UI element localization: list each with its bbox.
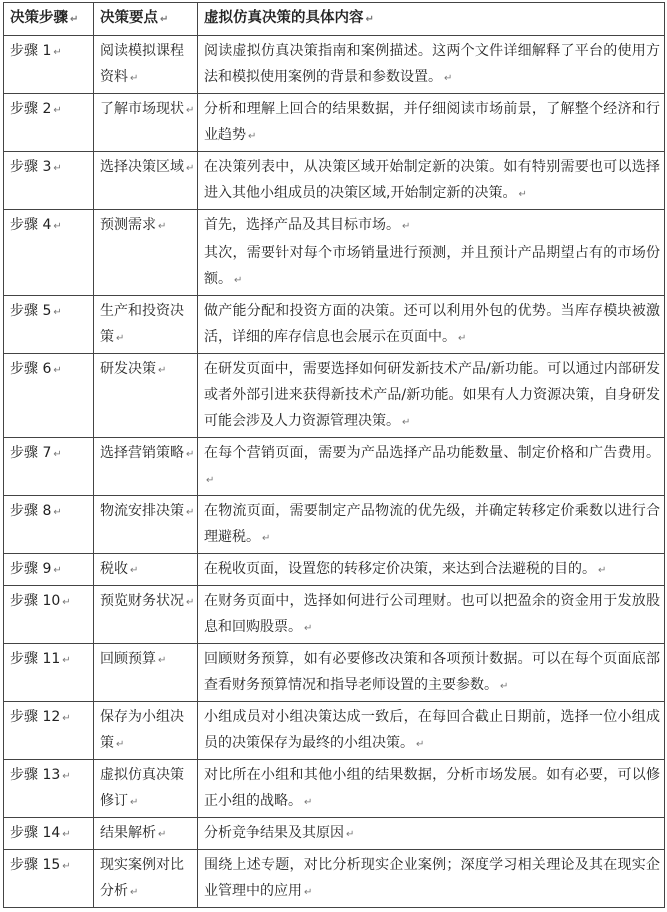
step-cell <box>4 354 94 438</box>
table-row <box>4 210 665 296</box>
point-label: 物流安排决策 <box>100 503 184 519</box>
point-label: 预测需求 <box>100 217 156 233</box>
point-label: 税收 <box>100 561 128 577</box>
paragraph-mark-icon: ↵ <box>158 655 167 666</box>
content-text: 围绕上述专题，对比分析现实企业案例；深度学习相关理论及其在现实企业管理中的应用 <box>204 857 660 899</box>
content-paragraph <box>204 762 660 816</box>
paragraph-mark-icon: ↵ <box>53 47 62 58</box>
table-row <box>4 702 665 760</box>
content-paragraph <box>204 154 660 208</box>
paragraph-mark-icon: ↵ <box>158 221 167 232</box>
point-label: 预览财务状况 <box>100 593 184 609</box>
step-label: 步骤 7 <box>10 445 52 461</box>
step-label: 步骤 9 <box>10 561 52 577</box>
point-label: 保存为小组决策 <box>100 709 184 751</box>
table-row <box>4 354 665 438</box>
point-cell <box>94 152 198 210</box>
content-cell <box>198 760 665 818</box>
step-label: 步骤 8 <box>10 503 52 519</box>
table-row <box>4 586 665 644</box>
decision-steps-table <box>3 2 665 908</box>
step-label: 步骤 3 <box>10 159 52 175</box>
step-cell <box>4 760 94 818</box>
paragraph-mark-icon: ↵ <box>53 565 62 576</box>
content-cell <box>198 296 665 354</box>
table-row <box>4 496 665 554</box>
point-label: 阅读模拟课程资料 <box>100 43 184 85</box>
step-label: 步骤 14 <box>10 825 61 841</box>
step-cell <box>4 554 94 586</box>
point-cell <box>94 554 198 586</box>
point-cell <box>94 496 198 554</box>
content-text: 小组成员对小组决策达成一致后，在每回合截止日期前，选择一位小组成员的决策保存为最终的小组决策。 <box>204 709 660 751</box>
paragraph-mark-icon: ↵ <box>304 887 313 898</box>
step-label: 步骤 5 <box>10 303 52 319</box>
content-text: 在研发页面中，需要选择如何研发新技术产品/新功能。可以通过内部研发或者外部引进来获得新技术产品/新功能。如果有人力资源决策，自身研发可能会涉及人力资源管理决策。 <box>204 361 660 429</box>
content-paragraph <box>204 212 660 240</box>
table-row <box>4 296 665 354</box>
paragraph-mark-icon: ↵ <box>234 275 243 286</box>
paragraph-mark-icon: ↵ <box>158 829 167 840</box>
content-cell <box>198 438 665 496</box>
step-label: 步骤 11 <box>10 651 61 667</box>
step-cell <box>4 644 94 702</box>
header-content: 虚拟仿真决策的具体内容 ↵ <box>198 3 665 36</box>
content-text: 对比所在小组和其他小组的结果数据，分析市场发展。如有必要，可以修正小组的战略。 <box>204 767 660 809</box>
paragraph-mark-icon: ↵ <box>458 333 467 344</box>
table-row <box>4 644 665 702</box>
content-paragraph <box>204 704 660 758</box>
paragraph-mark-icon: ↵ <box>206 475 215 486</box>
paragraph-mark-icon: ↵ <box>53 365 62 376</box>
content-text: 分析和理解上回合的结果数据，并仔细阅读市场前景，了解整个经济和行业趋势 <box>204 101 660 143</box>
paragraph-mark-icon: ↵ <box>186 105 195 116</box>
point-label: 虚拟仿真决策修订 <box>100 767 184 809</box>
content-paragraph <box>204 240 660 294</box>
paragraph-mark-icon: ↵ <box>62 861 71 872</box>
content-paragraph <box>204 852 660 906</box>
content-paragraph <box>204 356 660 436</box>
step-label: 步骤 10 <box>10 593 61 609</box>
step-cell <box>4 296 94 354</box>
paragraph-mark-icon: ↵ <box>116 739 125 750</box>
table-row <box>4 438 665 496</box>
content-cell <box>198 36 665 94</box>
point-cell <box>94 354 198 438</box>
paragraph-mark-icon: ↵ <box>116 333 125 344</box>
step-cell <box>4 818 94 850</box>
step-cell <box>4 850 94 908</box>
paragraph-mark-icon: ↵ <box>53 163 62 174</box>
content-text: 首先，选择产品及其目标市场。 <box>204 217 400 233</box>
content-cell <box>198 496 665 554</box>
step-label: 步骤 6 <box>10 361 52 377</box>
step-label: 步骤 1 <box>10 43 52 59</box>
content-cell <box>198 554 665 586</box>
content-paragraph <box>204 646 660 700</box>
point-cell <box>94 702 198 760</box>
content-text: 其次，需要针对每个市场销量进行预测，并且预计产品期望占有的市场份额。 <box>204 245 660 287</box>
point-cell <box>94 438 198 496</box>
paragraph-mark-icon: ↵ <box>130 887 139 898</box>
content-text: 在决策列表中，从决策区域开始制定新的决策。如有特别需要也可以选择进入其他小组成员的决策区域,开始制定新的决策。 <box>204 159 660 201</box>
paragraph-mark-icon: ↵ <box>62 713 71 724</box>
content-paragraph <box>204 556 660 584</box>
point-label: 选择营销策略 <box>100 445 184 461</box>
point-label: 回顾预算 <box>100 651 156 667</box>
content-text: 在每个营销页面，需要为产品选择产品功能数量、制定价格和广告费用。 <box>204 445 660 461</box>
content-cell <box>198 702 665 760</box>
point-label: 了解市场现状 <box>100 101 184 117</box>
content-paragraph <box>204 38 660 92</box>
point-cell <box>94 644 198 702</box>
point-cell <box>94 760 198 818</box>
paragraph-mark-icon: ↵ <box>248 131 257 142</box>
paragraph-mark-icon: ↵ <box>130 797 139 808</box>
paragraph-mark-icon: ↵ <box>53 449 62 460</box>
paragraph-mark-icon: ↵ <box>53 307 62 318</box>
content-paragraph <box>204 498 660 552</box>
content-cell <box>198 210 665 296</box>
paragraph-mark-icon: ↵ <box>130 73 139 84</box>
step-cell <box>4 702 94 760</box>
point-label: 选择决策区域 <box>100 159 184 175</box>
content-text: 在财务页面中，选择如何进行公司理财。也可以把盈余的资金用于发放股息和回购股票。 <box>204 593 660 635</box>
content-text: 阅读虚拟仿真决策指南和案例描述。这两个文件详细解释了平台的使用方法和模拟使用案例的背景和参数设置。 <box>204 43 660 85</box>
content-cell <box>198 644 665 702</box>
paragraph-mark-icon: ↵ <box>62 829 71 840</box>
step-label: 步骤 13 <box>10 767 61 783</box>
paragraph-mark-icon: ↵ <box>62 597 71 608</box>
content-cell <box>198 354 665 438</box>
point-label: 现实案例对比分析 <box>100 857 184 899</box>
content-cell <box>198 152 665 210</box>
point-cell <box>94 210 198 296</box>
table-row <box>4 760 665 818</box>
point-cell <box>94 818 198 850</box>
step-cell <box>4 438 94 496</box>
step-cell <box>4 586 94 644</box>
paragraph-mark-icon: ↵ <box>262 533 271 544</box>
paragraph-mark-icon: ↵ <box>158 365 167 376</box>
paragraph-mark-icon: ↵ <box>186 163 195 174</box>
paragraph-mark-icon: ↵ <box>304 623 313 634</box>
paragraph-mark-icon: ↵ <box>53 507 62 518</box>
table-row <box>4 152 665 210</box>
content-text: 在物流页面，需要制定产品物流的优先级，并确定转移定价乘数以进行合理避税。 <box>204 503 660 545</box>
table-row <box>4 818 665 850</box>
point-label: 结果解析 <box>100 825 156 841</box>
header-row <box>4 3 665 36</box>
content-text: 在税收页面，设置您的转移定价决策，来达到合法避税的目的。 <box>204 561 596 577</box>
content-paragraph <box>204 298 660 352</box>
paragraph-mark-icon: ↵ <box>416 739 425 750</box>
table-row <box>4 554 665 586</box>
header-point: 决策要点 ↵ <box>94 3 198 36</box>
step-label: 步骤 12 <box>10 709 61 725</box>
content-paragraph <box>204 820 660 848</box>
content-paragraph <box>204 96 660 150</box>
content-paragraph <box>204 588 660 642</box>
paragraph-mark-icon: ↵ <box>62 771 71 782</box>
paragraph-mark-icon: ↵ <box>598 565 607 576</box>
paragraph-mark-icon: ↵ <box>304 797 313 808</box>
step-cell <box>4 36 94 94</box>
paragraph-mark-icon: ↵ <box>62 655 71 666</box>
point-cell <box>94 36 198 94</box>
content-cell <box>198 94 665 152</box>
point-cell <box>94 94 198 152</box>
table-header <box>4 3 665 36</box>
point-cell <box>94 296 198 354</box>
table-row <box>4 94 665 152</box>
point-cell <box>94 586 198 644</box>
step-cell <box>4 210 94 296</box>
step-label: 步骤 4 <box>10 217 52 233</box>
point-label: 生产和投资决策 <box>100 303 184 345</box>
step-cell <box>4 152 94 210</box>
paragraph-mark-icon: ↵ <box>402 221 411 232</box>
paragraph-mark-icon: ↵ <box>518 189 527 200</box>
step-cell <box>4 94 94 152</box>
content-cell <box>198 586 665 644</box>
paragraph-mark-icon: ↵ <box>53 105 62 116</box>
header-step: 决策步骤 ↵ <box>4 3 94 36</box>
paragraph-mark-icon: ↵ <box>186 507 195 518</box>
paragraph-mark-icon: ↵ <box>500 681 509 692</box>
paragraph-mark-icon: ↵ <box>346 829 355 840</box>
table-body <box>4 36 665 908</box>
content-text: 分析竞争结果及其原因 <box>204 825 344 841</box>
content-text: 做产能分配和投资方面的决策。还可以利用外包的优势。当库存模块被激活，详细的库存信息也会展示在页面中。 <box>204 303 660 345</box>
step-label: 步骤 2 <box>10 101 52 117</box>
point-label: 研发决策 <box>100 361 156 377</box>
paragraph-mark-icon: ↵ <box>186 449 195 460</box>
paragraph-mark-icon: ↵ <box>53 221 62 232</box>
content-paragraph <box>204 440 660 494</box>
step-cell <box>4 496 94 554</box>
step-label: 步骤 15 <box>10 857 61 873</box>
paragraph-mark-icon: ↵ <box>130 565 139 576</box>
paragraph-mark-icon: ↵ <box>402 417 411 428</box>
content-cell <box>198 850 665 908</box>
paragraph-mark-icon: ↵ <box>444 73 453 84</box>
table-row <box>4 36 665 94</box>
point-cell <box>94 850 198 908</box>
paragraph-mark-icon: ↵ <box>186 597 195 608</box>
table-row <box>4 850 665 908</box>
content-text: 回顾财务预算，如有必要修改决策和各项预计数据。可以在每个页面底部查看财务预算情况和指导老师设置的主要参数。 <box>204 651 660 693</box>
content-cell <box>198 818 665 850</box>
